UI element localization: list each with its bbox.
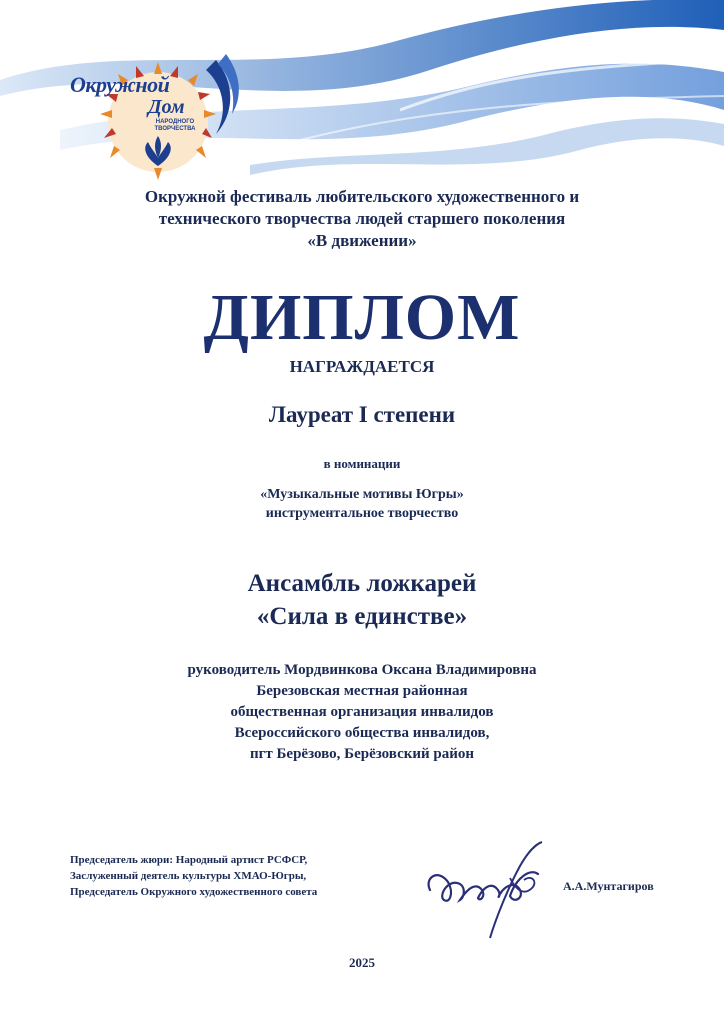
ensemble-line: «Сила в единстве» (256, 603, 468, 630)
festival-title-line: технического творчества людей старшего поколения (158, 209, 566, 228)
nomination-line: «Музыкальные мотивы Югры» (260, 487, 464, 502)
leader-line: Березовская местная районная (256, 683, 468, 699)
jury-chair-title (70, 852, 317, 900)
nomination-name (0, 485, 724, 523)
festival-title-line: Окружной фестиваль любительского художественного и (144, 187, 580, 206)
logo-subtitle-line: ТВОРЧЕСТВА (154, 126, 196, 132)
handwritten-signature (420, 838, 560, 948)
logo-subtitle (140, 119, 210, 133)
festival-title (0, 186, 724, 252)
ensemble-line: Ансамбль ложкарей (247, 570, 477, 597)
ensemble-name (0, 567, 724, 633)
logo-title-word1: Окружной (70, 72, 170, 97)
leader-line: пгт Берёзово, Берёзовский район (249, 746, 475, 762)
logo-subtitle-line: НАРОДНОГО (155, 119, 195, 125)
leader-organization (0, 660, 724, 765)
jury-line: Председатель Окружного художественного совета (70, 886, 318, 898)
year: 2025 (349, 955, 375, 970)
jury-line: Председатель жюри: Народный артист РСФСР, (70, 854, 308, 866)
leader-line: руководитель Мордвинкова Оксана Владимировна (187, 662, 537, 678)
laureate-degree: Лауреат I степени (268, 402, 456, 427)
diploma-heading: ДИПЛОМ (203, 281, 521, 354)
in-nomination-label: в номинации (323, 456, 401, 471)
leader-line: Всероссийского общества инвалидов, (234, 725, 490, 741)
awarded-label: НАГРАЖДАЕТСЯ (289, 357, 435, 376)
logo-title-word2: Дом (148, 96, 185, 118)
jury-line: Заслуженный деятель культуры ХМАО-Югры, (70, 870, 307, 882)
festival-title-line: «В движении» (307, 231, 417, 250)
leader-line: общественная организация инвалидов (230, 704, 494, 720)
nomination-line: инструментальное творчество (265, 506, 459, 521)
signer-name: А.А.Мунтагиров (563, 879, 654, 893)
